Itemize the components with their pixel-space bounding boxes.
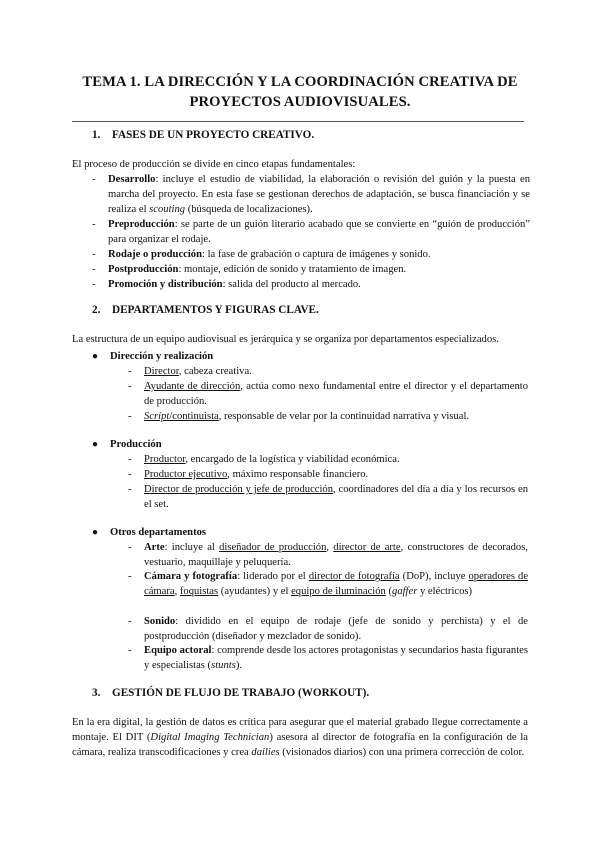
bullet-icon: ● <box>92 351 99 362</box>
section-3-heading: 3. GESTIÓN DE FLUJO DE TRABAJO (WORKOUT). <box>92 687 370 699</box>
section-1-intro: El proceso de producción se divide en cinco etapas fundamentales: <box>72 159 356 170</box>
bullet-icon: ● <box>92 439 99 450</box>
page-title <box>60 72 540 112</box>
section-1-heading: 1. FASES DE UN PROYECTO CREATIVO. <box>92 129 315 141</box>
title-line-1: TEMA 1. LA DIRECCIÓN Y LA COORDINACIÓN CREATIVA DE <box>82 74 518 90</box>
bullet-icon: ● <box>92 527 99 538</box>
document-page: TEMA 1. LA DIRECCIÓN Y LA COORDINACIÓN CREATIVA DE PROYECTOS AUDIOVISUALES. 1. FASES DE UN PROYECTO CREATIVO. El proceso de producción se divide en cinco etapas fundamentales: - Desarrollo: incluye el estudio de viabilidad, la elaboración o revisión del guión y la puesta en marcha del proyecto. En esta fase se gestionan derechos de adaptación, se busca financiación y se realiza el scouting (búsqueda de localizaciones). - Preproducción: se parte de un guión literario acabado que se convierte en “guión de producción” para organizar el rodaje. - Rodaje o producción: la fase de grabación o captura de imágenes y sonido. - Postproducción: montaje, edición de sonido y tratamiento de imagen. - Promoción y distribución: salida del producto al mercado. 2. DEPARTAMENTOS Y FIGURAS CLAVE. La estructura de un equipo audiovisual es jerárquica y se organiza por departamentos especializados. ● Dirección y realización - Director, cabeza creativa. - Ayudante de dirección, actúa como nexo fundamental entre el director y el departamento de producción. - Script/continuista, responsable de velar por la continuidad narrativa y visual. ● Producción - Productor, encargado de la logística y viabilidad económica. - Productor ejecutivo, máximo responsable financiero. - Director de producción y jefe de producción, coordinadores del día a día y los recursos en el set. ● Otros departamentos - Arte: incluye al diseñador de producción, director de arte, constructores de decorados, vestuario, maquillaje y peluquería. - Cámara y fotografía: liderado por el director de fotografía (DoP), incluye operadores de cámara, foquistas (ayudantes) y el equipo de iluminación (gaffer y eléctricos) - Sonido: dividido en el equipo de rodaje (jefe de sonido y perchista) y el de postproducción (diseñador y mezclador de sonido). - Equipo actoral: comprende desde los actores protagonistas y secundarios hasta figurantes y especialistas (stunts). 3. GESTIÓN DE FLUJO DE TRABAJO (WORKOUT). En la era digital, la gestión de datos es crítica para asegurar que el material grabado llegue correctamente a montaje. El DIT (Digital Imaging Technician) asesora al director de fotografía en la configuración de la cámara, realiza transcodificaciones y crea dailies (visionados diarios) con una primera corrección de color. <box>0 0 600 848</box>
title-line-2: PROYECTOS AUDIOVISUALES. <box>189 94 411 110</box>
title-divider <box>72 121 524 122</box>
section-2-intro: La estructura de un equipo audiovisual es jerárquica y se organiza por departamentos especializados. <box>72 334 499 345</box>
section-3-paragraph: En la era digital, la gestión de datos es crítica para asegurar que el material grabado llegue correctamente a montaje. El DIT (Digital Imaging Technician) asesora al director de fotografía en la configuración de la cámara, realiza transcodificaciones y crea dailies (visionados diarios) con una primera corrección de color. <box>72 717 528 758</box>
section-2-heading: 2. DEPARTAMENTOS Y FIGURAS CLAVE. <box>92 304 319 316</box>
